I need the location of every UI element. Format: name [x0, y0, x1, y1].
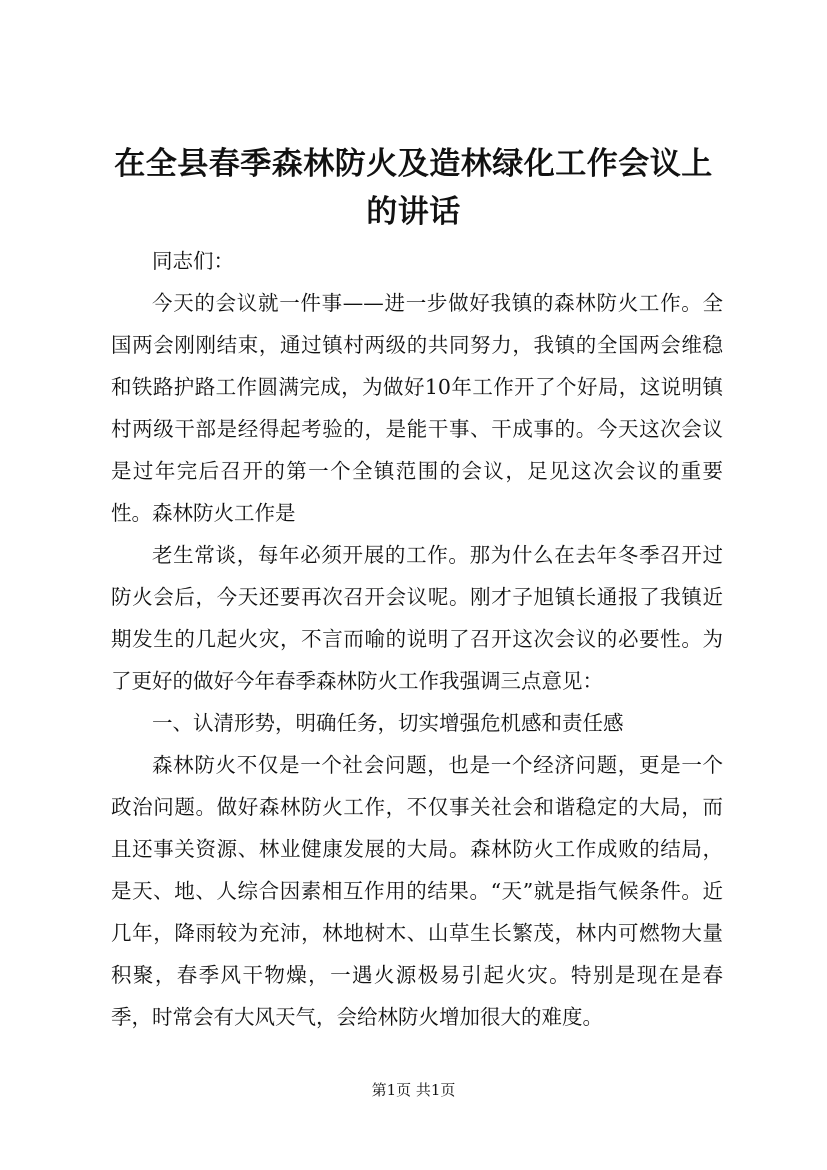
page-footer: 第1页 共1页	[371, 1081, 456, 1099]
greeting: 同志们：	[152, 249, 234, 273]
document-body	[111, 240, 723, 1038]
paragraph-2: 老生常谈，每年必须开展的工作。那为什么在去年冬季召开过防火会后，今天还要再次召开会议呢。刚才子旭镇长通报了我镇近期发生的几起火灾，不言而喻的说明了召开这次会议的必要性。为了更好的做好今年春季森林防火工作我强调三点意见：	[111, 543, 723, 693]
paragraph-1: 今天的会议就一件事——进一步做好我镇的森林防火工作。全国两会刚刚结束，通过镇村两级的共同努力，我镇的全国两会维稳和铁路护路工作圆满完成，为做好10年工作开了个好局，这说明镇村两级干部是经得起考验的，是能干事、干成事的。今天这次会议是过年完后召开的第一个全镇范围的会议，足见这次会议的重要性。森林防火工作是	[111, 291, 723, 525]
paragraph-3: 森林防火不仅是一个社会问题，也是一个经济问题，更是一个政治问题。做好森林防火工作，不仅事关社会和谐稳定的大局，而且还事关资源、林业健康发展的大局。森林防火工作成败的结局，是天、地、人综合因素相互作用的结果。“天”就是指气候条件。近几年，降雨较为充沛，林地树木、山草生长繁茂，林内可燃物大量积聚，春季风干物燥，一遇火源极易引起火灾。特别是现在是春季，时常会有大风天气，会给林防火增加很大的难度。	[111, 753, 723, 1029]
section-heading-1: 一、认清形势，明确任务，切实增强危机感和责任感	[152, 711, 624, 735]
document-title: 在全县春季森林防火及造林绿化工作会议上的讲话	[114, 146, 713, 230]
